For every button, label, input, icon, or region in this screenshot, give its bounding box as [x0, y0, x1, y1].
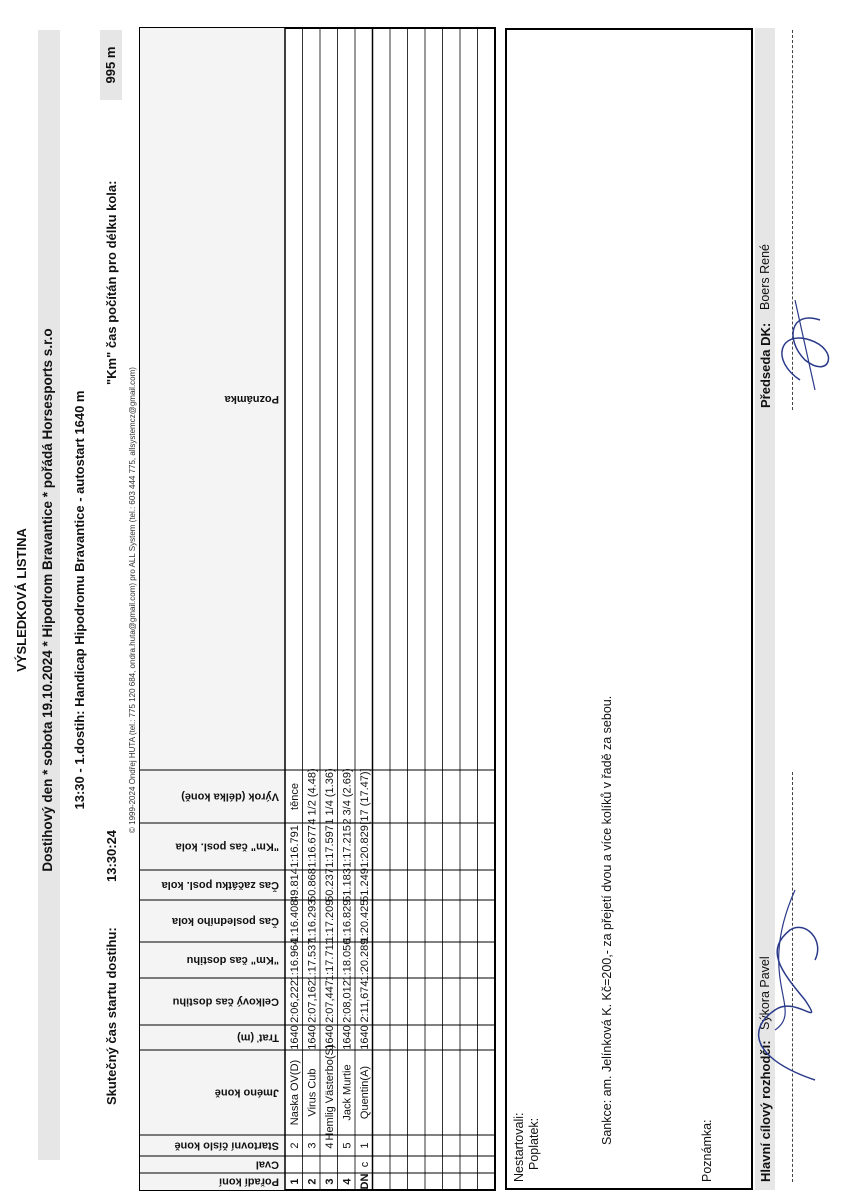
table-cell: Jack Murtie — [341, 1064, 354, 1121]
table-cell: 1:16.677 — [306, 825, 319, 868]
column-header: Jméno koně — [214, 1086, 279, 1099]
table-cell: 5 — [341, 1142, 354, 1149]
km-length-value: 995 m — [100, 30, 122, 100]
table-cell: DN — [358, 1173, 371, 1190]
table-cell: 51.249 — [358, 868, 371, 902]
race-title: 13:30 - 1.dostih: Handicap Hipodromu Bravantice - autostart 1640 m — [72, 390, 87, 810]
table-cell: 2 — [288, 1142, 301, 1149]
km-length-label: "Km" čas počítán pro délku kola: — [104, 180, 119, 385]
column-header: "Km" čas posl. kola — [175, 840, 279, 853]
column-header: Poznámka — [224, 393, 279, 406]
chair-signature — [760, 280, 860, 400]
poplatek-label: Poplatek: — [527, 1117, 541, 1170]
table-cell: 1:16.964 — [288, 938, 301, 982]
results-table — [140, 28, 495, 1190]
table-cell: 1640 — [288, 1025, 301, 1050]
table-cell: 1 — [358, 1142, 371, 1149]
table-cell: 1640 — [323, 1025, 336, 1050]
table-cell: 3 — [306, 1142, 319, 1149]
column-header: Pořadí koní — [219, 1175, 279, 1188]
table-cell: 4 — [341, 1178, 354, 1185]
table-cell: 2:07,447 — [323, 980, 336, 1023]
table-cell: 49.814 — [288, 868, 301, 902]
table-cell: 1 — [288, 1178, 301, 1185]
column-header: Cval — [255, 1158, 279, 1171]
header-area — [140, 28, 285, 1190]
table-cell: 4 1/2 (4.48) — [306, 768, 319, 825]
table-cell: 1:17.215 — [341, 825, 354, 868]
nestartovali-label: Nestartovali: — [512, 1112, 526, 1182]
table-cell: těnce — [288, 783, 301, 810]
table-cell: c — [358, 1161, 371, 1168]
judge-label: Hlavní cílový rozhodčí: — [758, 1040, 773, 1182]
table-cell: 2:07,162 — [306, 980, 319, 1023]
table-cell: 1640 — [358, 1025, 371, 1050]
column-header: Trať (m) — [237, 1031, 279, 1044]
table-cell: 50.868 — [306, 868, 319, 902]
table-cell: 2:06,222 — [288, 980, 301, 1023]
table-cell: Virus Cub — [306, 1068, 319, 1117]
table-cell: 1:17.209 — [323, 899, 336, 943]
table-cell: 2:08,012 — [341, 980, 354, 1023]
table-cell: Hemlig Västerbo(S) — [323, 1044, 336, 1141]
table-cell: 1:16.293 — [306, 899, 319, 943]
table-cell: 1:16.408 — [288, 899, 301, 943]
page-title: VÝSLEDKOVÁ LISTINA — [14, 528, 29, 672]
table-cell: Quentin(A) — [358, 1065, 371, 1120]
table-cell: 1:16.791 — [288, 825, 301, 868]
table-cell: 1640 — [306, 1025, 319, 1050]
table-cell: 4 — [323, 1142, 336, 1149]
judge-name: Sýkora Pavel — [758, 956, 772, 1030]
column-header: Startovní číslo koně — [174, 1139, 279, 1152]
table-cell: 3 — [323, 1178, 336, 1185]
chair-label: Předseda DK: — [758, 322, 773, 408]
table-cell: 1:17.537 — [306, 938, 319, 982]
table-cell: 2 — [306, 1178, 319, 1185]
race-day-subtitle: Dostihový den * sobota 19.10.2024 * Hipodrom Bravantice * pořádá Horsesports s.r.o — [40, 328, 55, 872]
footer-box — [505, 28, 753, 1190]
table-cell: 2:11,674 — [358, 980, 371, 1023]
table-cell: 1 1/4 (1.36) — [323, 768, 336, 825]
table-cell: 1:20.425 — [358, 899, 371, 943]
judge-signature — [735, 860, 845, 1090]
column-header: Výrok (délka koně) — [181, 790, 279, 803]
sankce-text: Sankce: am. Jelínková K. Kč=200,- za přejetí dvou a více kolíků v řadě za sebou. — [600, 695, 614, 1145]
column-header: Celkový čas dostihu — [172, 995, 279, 1008]
column-header: Čas začátku posl. kola — [161, 879, 279, 892]
table-cell: [17 (17.47)] — [358, 768, 371, 825]
table-cell: 1:17.597 — [323, 825, 336, 868]
column-header: Čas posledního kola — [172, 915, 279, 928]
copyright-notice: © 1999-2024 Ondřej HUTA (tel.: 775 120 684, ondra.huta@gmail.com) pro ALL System (tel.: 603 444 775, allsystemcz@gmail.com) — [128, 367, 137, 833]
column-header: "Km" čas dostihu — [186, 954, 279, 967]
poznamka-label: Poznámka: — [700, 1119, 714, 1182]
table-cell: 1640 — [341, 1025, 354, 1050]
table-cell: 1:20.289 — [358, 938, 371, 982]
table-cell: 1:20.829 — [358, 825, 371, 868]
table-cell: 1:18.056 — [341, 938, 354, 982]
start-time-label: Skutečný čas startu dostihu: — [104, 927, 119, 1105]
start-time-value: 13:30:24 — [104, 829, 119, 882]
table-cell: 1:17.711 — [323, 938, 336, 982]
table-cell: 50.237 — [323, 868, 336, 902]
table-cell: Naska OV(D) — [288, 1059, 301, 1126]
table-cell: 51.183 — [341, 868, 354, 902]
table-cell: 2 3/4 (2.69) — [341, 768, 354, 825]
table-cell: 1:16.829 — [341, 899, 354, 943]
chair-name: Boers René — [758, 243, 772, 310]
